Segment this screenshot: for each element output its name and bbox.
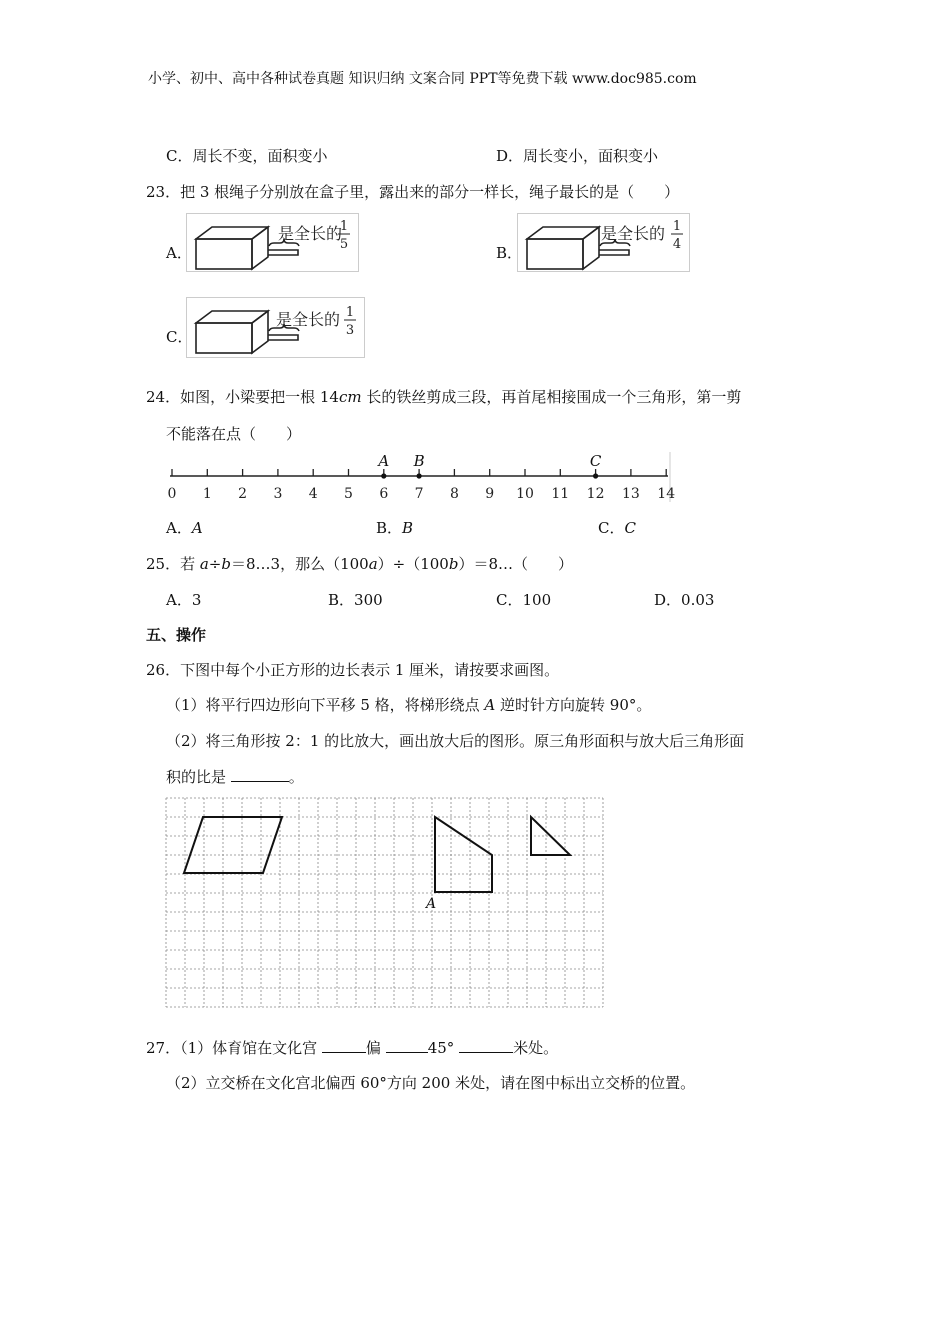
ruler-tick-label: 1 <box>202 486 212 502</box>
ruler-point-b <box>417 473 422 478</box>
q26-part2-line2: 积的比是 。 <box>166 768 304 786</box>
ruler-tick-label: 5 <box>344 486 353 502</box>
fraction-numerator: 1 <box>672 219 682 234</box>
direction-blank-1[interactable] <box>322 1038 366 1053</box>
ruler-tick-label: 13 <box>621 486 640 502</box>
answer-blank[interactable] <box>231 767 289 782</box>
ruler-point-a <box>381 473 386 478</box>
fraction-denominator: 4 <box>672 237 682 252</box>
fraction-denominator: 3 <box>345 323 355 338</box>
box-top <box>196 227 268 239</box>
ruler-tick-label: 4 <box>308 486 318 502</box>
q25-option-c[interactable]: C．100 <box>496 591 552 609</box>
fraction-numerator: 1 <box>345 305 355 320</box>
rope-end <box>268 335 298 340</box>
box-front <box>527 239 583 269</box>
q23-option-b-figure <box>517 213 691 273</box>
direction-blank-2[interactable] <box>386 1038 428 1053</box>
box-top <box>527 227 599 239</box>
q25-option-a[interactable]: A．3 <box>166 591 202 609</box>
ruler-point-label: C <box>589 452 602 470</box>
q25-stem: 25．若 a÷b＝8…3，那么（100a）÷（100b）＝8…（ ） <box>146 555 574 573</box>
trapezoid-shape <box>435 817 492 892</box>
box-top <box>196 311 268 323</box>
q26-part1: （1）将平行四边形向下平移 5 格，将梯形绕点 A 逆时针方向旋转 90°。 <box>166 696 652 714</box>
caption-text: 是全长的 <box>601 224 666 243</box>
grid-point-a-label: A <box>426 896 437 912</box>
parallelogram-shape <box>184 817 282 873</box>
fraction-denominator: 5 <box>339 237 349 252</box>
q22-option-d[interactable]: D．周长变小，面积变小 <box>496 147 659 165</box>
section-heading: 五、操作 <box>146 626 207 644</box>
ruler-tick-label: 6 <box>379 486 389 502</box>
q23-option-b-label[interactable]: B． <box>496 244 523 262</box>
distance-blank[interactable] <box>459 1038 513 1053</box>
q26-stem: 26．下图中每个小正方形的边长表示 1 厘米，请按要求画图。 <box>146 661 560 679</box>
ruler-tick-label: 7 <box>414 486 424 502</box>
box-front <box>196 239 252 269</box>
q24-stem-line2: 不能落在点（ ） <box>166 425 302 443</box>
ruler-tick-label: 14 <box>657 486 676 502</box>
q24-stem-line1: 24．如图，小梁要把一根 14cm 长的铁丝剪成三段，再首尾相接围成一个三角形，第一剪 <box>146 388 742 406</box>
box-side <box>583 227 599 269</box>
page-header: 小学、初中、高中各种试卷真题 知识归纳 文案合同 PPT等免费下载 www.doc985.com <box>148 71 697 87</box>
ruler-tick-label: 11 <box>551 486 570 502</box>
ruler-tick-label: 0 <box>167 486 177 502</box>
q23-option-a-label[interactable]: A． <box>166 244 192 262</box>
caption-text: 是全长的 <box>276 310 341 329</box>
rope-end <box>599 250 629 255</box>
q25-option-d[interactable]: D．0.03 <box>654 591 715 609</box>
ruler-point-label: B <box>413 452 425 470</box>
q22-option-c[interactable]: C．周长不变，面积变小 <box>166 147 328 165</box>
box-side <box>252 311 268 353</box>
box-side <box>252 227 268 269</box>
fraction-numerator: 1 <box>339 219 349 234</box>
ruler-point-label: A <box>378 452 390 470</box>
q27-part1: 27．（1）体育馆在文化宫 偏 45° 米处。 <box>146 1039 559 1057</box>
q23-stem: 23．把 3 根绳子分别放在盒子里，露出来的部分一样长，绳子最长的是（ ） <box>146 183 680 201</box>
ruler-tick-label: 3 <box>273 486 283 502</box>
q26-part2: （2）将三角形按 2：1 的比放大，画出放大后的图形。原三角形面积与放大后三角形面 <box>166 732 745 750</box>
ruler-tick-label: 2 <box>238 486 248 502</box>
q24-option-b[interactable]: B．B <box>376 519 414 537</box>
box-front <box>196 323 252 353</box>
q23-option-c-figure <box>186 297 366 359</box>
ruler-tick-label: 12 <box>586 486 605 502</box>
ruler-tick-label: 10 <box>516 486 534 502</box>
q24-option-a[interactable]: A．A <box>166 519 203 537</box>
ruler-point-c <box>593 473 598 478</box>
caption-text: 是全长的 <box>278 224 343 243</box>
ruler-tick-label: 9 <box>485 486 495 502</box>
q25-option-b[interactable]: B．300 <box>328 591 383 609</box>
number-line-ruler <box>160 450 676 504</box>
rope-end <box>268 250 298 255</box>
triangle-shape <box>531 817 570 855</box>
drawing-grid[interactable] <box>165 797 611 1007</box>
q23-option-a-figure <box>186 213 360 273</box>
q27-part2: （2）立交桥在文化宫北偏西 60°方向 200 米处，请在图中标出立交桥的位置。 <box>166 1074 696 1092</box>
ruler-tick-label: 8 <box>449 486 459 502</box>
q24-option-c[interactable]: C．C <box>598 519 636 537</box>
q23-option-c-label[interactable]: C． <box>166 328 193 346</box>
